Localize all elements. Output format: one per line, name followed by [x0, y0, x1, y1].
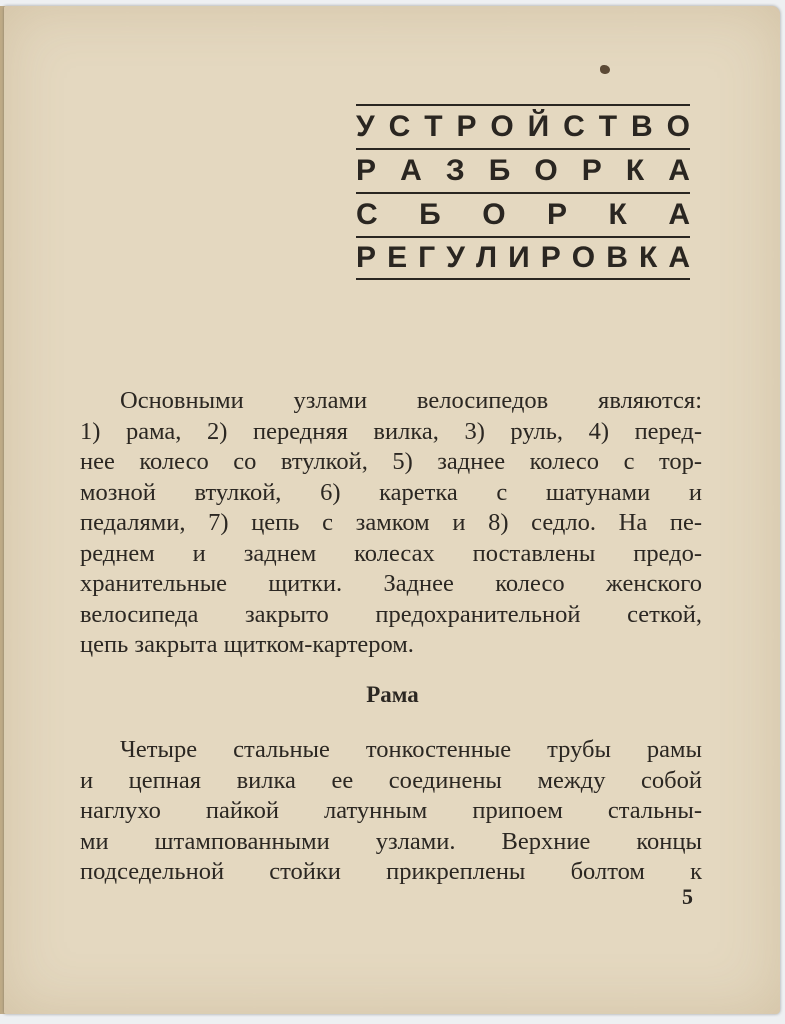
text-line: наглухо пайкой латунным припоем стальны-: [80, 797, 702, 824]
heading-letter: К: [638, 241, 658, 274]
heading-letter: С: [388, 110, 411, 143]
page-number: 5: [682, 884, 693, 909]
heading-letter: Й: [527, 110, 550, 143]
heading-line-3: [356, 192, 690, 236]
heading-letter: С: [563, 110, 585, 143]
paper-stain: [600, 65, 610, 74]
heading-letter: У: [446, 241, 465, 274]
text-line: велосипеда закрыто предохранительной сеткой,: [80, 600, 702, 628]
heading-letter: Р: [456, 110, 477, 143]
heading-letter: О: [666, 110, 690, 143]
heading-line-1: [356, 104, 690, 148]
text-line: Основными узлами велосипедов являются:: [120, 387, 702, 414]
section-paragraph: [80, 735, 702, 888]
heading-letter: О: [482, 198, 506, 231]
heading-letter: О: [490, 110, 514, 143]
heading-letter: Т: [598, 110, 618, 143]
heading-letter: Р: [581, 154, 602, 187]
text-line: цепь закрыта щитком-картером.: [80, 631, 414, 658]
heading-letter: Л: [475, 241, 498, 274]
text-line: реднем и заднем колесах поставлены предо-: [80, 539, 702, 567]
heading-letter: Б: [419, 198, 441, 231]
heading-letter: А: [668, 241, 690, 274]
text-line: хранительные щитки. Заднее колесо женского: [80, 570, 702, 597]
text-line: Четыре стальные тонкостенные трубы рамы: [120, 736, 702, 763]
heading-letter: К: [625, 154, 645, 187]
heading-letter: Р: [547, 198, 568, 231]
chapter-heading: [356, 104, 690, 280]
intro-paragraph: [80, 386, 702, 661]
heading-letter: А: [668, 154, 690, 187]
text-line: подседельной стойки прикреплены болтом к: [80, 858, 702, 885]
heading-letter: З: [445, 154, 465, 187]
heading-letter: О: [571, 241, 596, 274]
heading-letter: Г: [418, 241, 436, 274]
heading-letter: Е: [387, 241, 408, 274]
heading-line-4: [356, 236, 690, 280]
heading-letter: У: [356, 110, 375, 143]
heading-letter: Т: [424, 110, 443, 143]
text-line: мозной втулкой, 6) каретка с шатунами и: [80, 478, 702, 506]
heading-letter: Р: [540, 241, 561, 274]
section-title: Рама: [366, 682, 419, 707]
heading-letter: Б: [488, 154, 511, 187]
heading-letter: Р: [356, 241, 377, 274]
heading-letter: С: [356, 198, 378, 231]
text-line: ми штампованными узлами. Верхние концы: [80, 827, 702, 855]
text-line: 1) рама, 2) передняя вилка, 3) руль, 4) перед-: [80, 417, 702, 445]
heading-letter: В: [630, 110, 653, 143]
heading-letter: В: [606, 241, 628, 274]
text-line: педалями, 7) цепь с замком и 8) седло. На пе-: [80, 509, 702, 536]
heading-line-2: [356, 148, 690, 192]
heading-letter: Р: [356, 154, 377, 187]
heading-letter: А: [668, 198, 690, 231]
text-line: нее колесо со втулкой, 5) заднее колесо с тор-: [80, 448, 702, 475]
heading-letter: К: [608, 198, 627, 231]
heading-letter: И: [508, 241, 530, 274]
heading-letter: А: [400, 154, 422, 187]
text-line: и цепная вилка ее соединены между собой: [80, 766, 702, 794]
heading-letter: О: [534, 154, 558, 187]
